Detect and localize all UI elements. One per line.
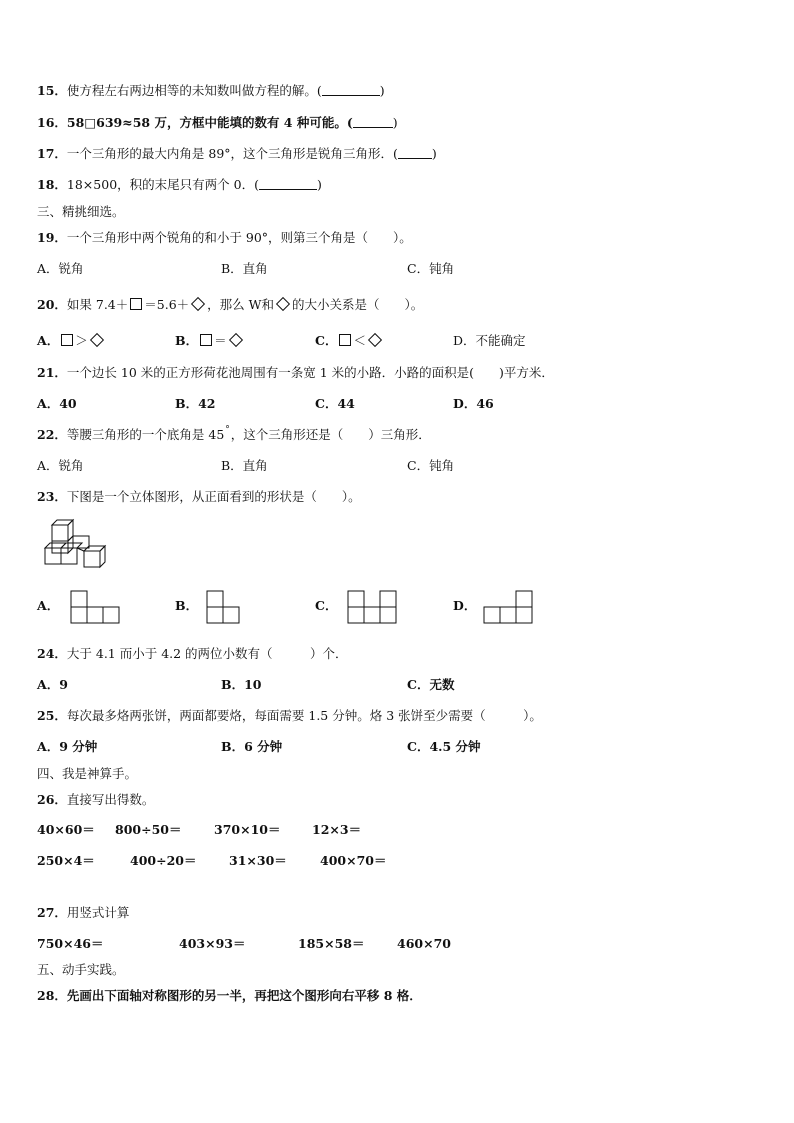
option-a[interactable]: A．9 [37,677,68,692]
calc-item: 460×70 [397,936,451,951]
question-number: 16． [37,115,67,130]
paren-close: ) [316,177,322,192]
question-text: 下图是一个立体图形，从正面看到的形状是（ ）。 [66,489,361,504]
option-a[interactable]: A．锐角 [37,458,84,473]
option-c-shape-icon [347,590,399,624]
question-20 [37,297,423,313]
calc-item: 403×93＝ [179,936,246,951]
option-b[interactable]: B．直角 [221,261,268,276]
calc-item: 800÷50＝ [115,822,182,837]
option-c[interactable]: C．44 [315,396,355,411]
section-heading-4: 四、我是神算手。 [37,766,138,781]
option-b[interactable]: B．6 分钟 [221,739,283,754]
question-number: 25． [37,708,67,723]
question-text: ，那么 W和 [207,297,274,312]
calc-item: 400×70＝ [320,853,387,868]
square-icon [61,334,73,346]
option-a[interactable]: A．9 分钟 [37,739,98,754]
question-28 [37,988,422,1004]
option-a[interactable]: A．锐角 [37,261,84,276]
calc-item: 400÷20＝ [130,853,197,868]
answer-blank[interactable] [398,146,432,159]
question-text: 每次最多烙两张饼，两面都要烙，每面需要 1.5 分钟。烙 3 张饼至少需要（ ）。 [66,708,542,723]
option-b[interactable]: B．直角 [221,458,268,473]
question-number: 15． [37,83,67,98]
option-a[interactable]: A．40 [37,396,77,411]
square-icon [339,334,351,346]
question-number: 19． [37,230,67,245]
question-text: 一个边长 10 米的正方形荷花池周围有一条宽 1 米的小路．小路的面积是( )平方米． [66,365,554,380]
option-b[interactable]: B． ＝ [175,333,245,349]
question-text: 639≈58 万，方框中能填的数有 4 种可能。( [96,115,353,130]
answer-blank[interactable] [259,177,317,190]
calc-item: 12×3＝ [312,822,362,837]
question-text: 直接写出得数。 [66,792,155,807]
question-19 [37,230,412,246]
question-text: 先画出下面轴对称图形的另一半，再把这个图形向右平移 8 格． [66,988,422,1003]
option-b[interactable]: B．42 [175,396,216,411]
cube-figure-icon [40,518,112,570]
question-number: 27． [37,905,67,920]
option-c[interactable]: C．无数 [407,677,455,692]
question-text: 大于 4.1 而小于 4.2 的两位小数有（ ）个． [66,646,348,661]
question-number: 21． [37,365,67,380]
diamond-icon [90,333,104,347]
calc-item: 370×10＝ [214,822,281,837]
question-text: 如果 7.4＋ [66,297,129,312]
box-mark: □ [84,115,97,130]
question-text: 用竖式计算 [66,905,130,920]
question-number: 28． [37,988,67,1003]
calc-item: 185×58＝ [298,936,365,951]
paren-close: ) [379,83,385,98]
diamond-icon [276,297,290,311]
number-prefix: 58 [66,115,85,130]
question-text: 的大小关系是（ ）。 [291,297,424,312]
option-d[interactable]: D．46 [453,396,494,411]
question-24 [37,646,348,662]
question-22 [37,427,431,445]
question-17 [37,146,437,162]
question-text: 一个三角形中两个锐角的和小于 90°，则第三个角是（ ）。 [66,230,412,245]
question-text: 使方程左右两边相等的未知数叫做方程的解。( [66,83,322,98]
question-text: ＝5.6＋ [144,297,190,312]
diamond-icon [368,333,382,347]
option-a-shape-icon [70,590,122,624]
answer-blank[interactable] [322,83,380,96]
section-heading-3: 三、精挑细选。 [37,204,125,219]
question-25 [37,708,542,724]
question-number: 24． [37,646,67,661]
calc-item: 40×60＝ [37,822,95,837]
question-27 [37,905,129,921]
option-c[interactable]: C．钝角 [407,261,455,276]
question-23 [37,489,361,505]
question-number: 20． [37,297,67,312]
diamond-icon [191,297,205,311]
degree-sign: ° [225,425,230,435]
question-18 [37,177,322,193]
calc-item: 250×4＝ [37,853,95,868]
paren-close: ) [392,115,398,130]
section-heading-5: 五、动手实践。 [37,962,125,977]
question-number: 22． [37,427,67,442]
question-text: 一个三角形的最大内角是 89°，这个三角形是锐角三角形．( [66,146,398,161]
question-26 [37,792,154,808]
option-c[interactable]: C． ＜ [315,333,384,349]
paren-close: ) [431,146,437,161]
question-15 [37,83,385,99]
option-b[interactable]: B． [175,598,199,613]
square-icon [130,298,142,310]
question-number: 17． [37,146,67,161]
option-c[interactable]: C．4.5 分钟 [407,739,481,754]
calc-item: 31×30＝ [229,853,287,868]
question-text: 18×500，积的末尾只有两个 0．( [66,177,259,192]
question-number: 23． [37,489,67,504]
option-a[interactable]: A． ＞ [37,333,106,349]
option-d[interactable]: D．不能确定 [453,333,526,348]
question-text: ，这个三角形还是（ ）三角形． [230,427,431,442]
option-c[interactable]: C． [315,598,338,613]
calc-item: 750×46＝ [37,936,104,951]
option-b[interactable]: B．10 [221,677,262,692]
question-number: 26． [37,792,67,807]
option-d[interactable]: D． [453,598,477,613]
answer-blank[interactable] [353,115,393,128]
square-icon [200,334,212,346]
question-16 [37,115,398,131]
question-text: 等腰三角形的一个底角是 45 [66,427,225,442]
question-number: 18． [37,177,67,192]
option-c[interactable]: C．钝角 [407,458,455,473]
option-d-shape-icon [483,590,535,624]
option-a[interactable]: A． [37,598,60,613]
option-b-shape-icon [206,590,242,624]
diamond-icon [229,333,243,347]
question-21 [37,365,554,381]
